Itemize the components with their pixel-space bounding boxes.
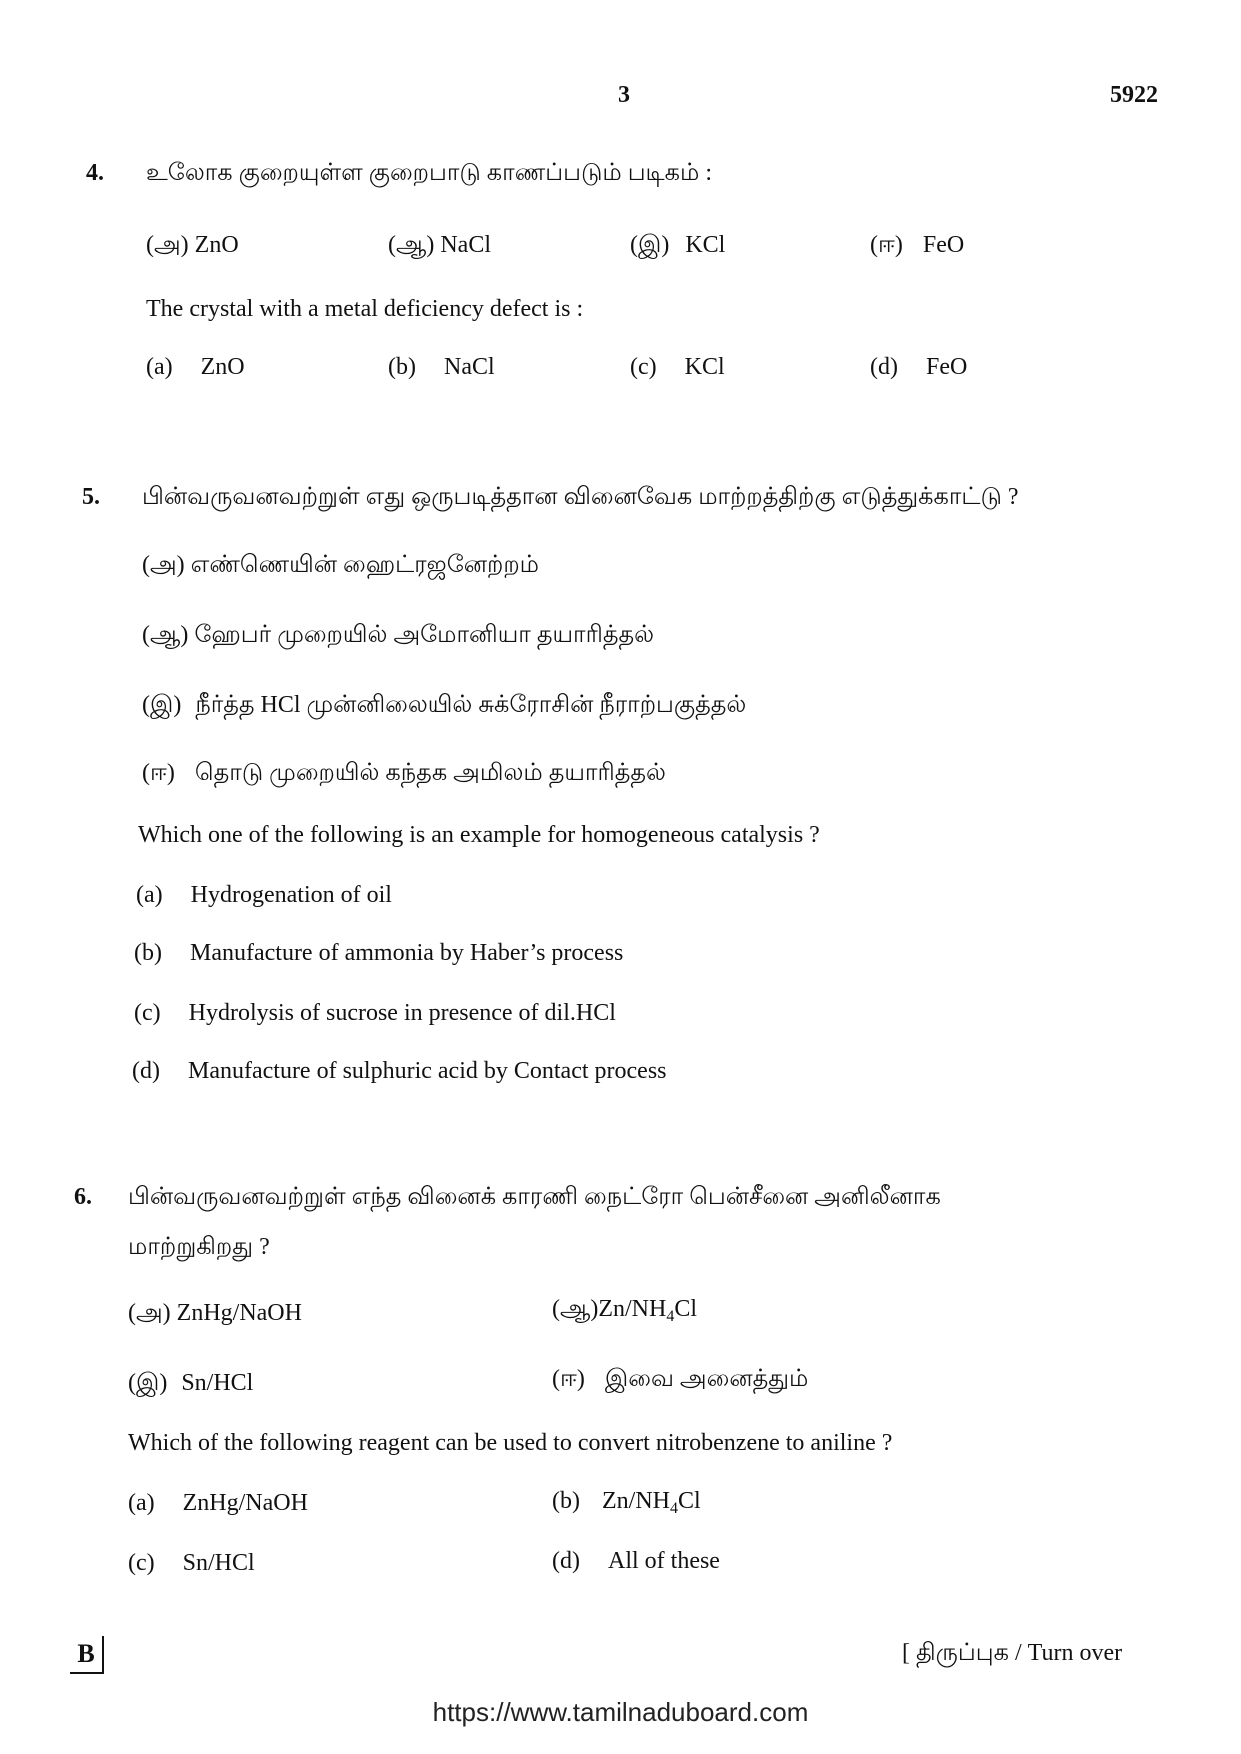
option-label: (c) [128,1550,155,1576]
option-text: ZnHg/NaOH [176,1300,302,1326]
question-4-tamil-option-d [870,232,964,261]
question-5-tamil-option-b [142,622,654,651]
option-text: ZnO [200,354,245,380]
option-label: (b) [552,1488,580,1514]
option-label: (a) [136,882,163,908]
option-label: (அ) [142,552,185,578]
source-url: https://www.tamilnaduboard.com [432,1697,809,1727]
option-text: இவை அனைத்தும் [604,1366,809,1392]
question-4-english-option-b [388,354,495,381]
option-label: (d) [552,1548,580,1574]
question-5-tamil-option-d [142,760,666,789]
question-5-tamil-option-a [142,552,539,581]
option-label: (c) [134,1000,161,1026]
option-label: (d) [132,1058,160,1084]
option-text-tail: Cl [674,1296,698,1322]
option-text: Zn/NH [601,1488,670,1514]
option-label: (c) [630,354,657,380]
option-text: KCl [685,232,726,258]
option-label: (b) [388,354,416,380]
option-text: Hydrogenation of oil [190,882,392,908]
option-text: Zn/NH [598,1296,667,1322]
question-6-english-option-c [128,1550,255,1577]
option-label: (இ) [142,692,182,718]
question-5-english-text: Which one of the following is an example for homogeneous catalysis ? [138,822,820,848]
question-6-english-option-b [552,1488,701,1518]
option-label: (இ) [128,1370,168,1396]
option-label: (ஆ) [552,1296,599,1322]
question-6-english-option-d [552,1548,720,1575]
question-4-tamil-option-a [146,232,239,261]
option-label: (b) [134,940,162,966]
option-label: (ஈ) [142,760,175,786]
page-number: 3 [618,82,630,108]
option-text: Manufacture of sulphuric acid by Contact process [187,1058,667,1084]
question-5-english-option-b [134,940,623,967]
option-text: KCl [684,354,725,380]
question-6-number: 6. [74,1184,92,1210]
turn-over-note: [ திருப்புக / Turn over [902,1640,1123,1666]
option-text: FeO [922,232,965,258]
option-label: (ஈ) [552,1366,585,1392]
question-6-tamil-option-a [128,1300,302,1329]
option-label: (அ) [128,1300,171,1326]
option-text-subscript: 4 [669,1500,678,1517]
paper-code: 5922 [1110,82,1158,108]
question-4-tamil-option-c [630,232,725,261]
question-6-tamil-text-line-1: பின்வருவனவற்றுள் எந்த வினைக் காரணி நைட்ரோ பென்சீனை அனிலீனாக [128,1184,941,1210]
question-4-english-text: The crystal with a metal deficiency defect is : [146,296,584,322]
booklet-code-badge: B [70,1636,104,1674]
question-5-number: 5. [82,484,100,510]
option-label: (a) [146,354,173,380]
option-text: ZnO [194,232,239,258]
option-text: ZnHg/NaOH [182,1490,308,1516]
option-label: (அ) [146,232,189,258]
question-4-tamil-option-b [388,232,491,261]
question-4-number: 4. [86,160,104,186]
option-text: தொடு முறையில் கந்தக அமிலம் தயாரித்தல் [194,760,666,786]
option-text-subscript: 4 [666,1308,675,1325]
question-5-english-option-a [136,882,392,909]
option-text: ஹேபர் முறையில் அமோனியா தயாரித்தல் [194,622,655,648]
question-6-tamil-option-c [128,1370,253,1399]
option-text-tail: Cl [677,1488,701,1514]
option-text: Hydrolysis of sucrose in presence of dil.HCl [188,1000,616,1026]
question-5-tamil-text: பின்வருவனவற்றுள் எது ஒருபடித்தான வினைவேக மாற்றத்திற்கு எடுத்துக்காட்டு ? [142,484,1019,510]
question-4-english-option-a [146,354,245,381]
question-5-tamil-option-c [142,692,746,721]
question-6-tamil-text-line-2: மாற்றுகிறது ? [128,1234,270,1260]
option-label: (d) [870,354,898,380]
question-6-tamil-option-b [552,1296,697,1326]
option-text: FeO [925,354,968,380]
option-text: எண்ணெயின் ஹைட்ரஜனேற்றம் [190,552,539,578]
question-4-tamil-text: உலோக குறையுள்ள குறைபாடு காணப்படும் படிகம் : [146,160,712,186]
option-label: (ஆ) [388,232,435,258]
option-label: (ஆ) [142,622,189,648]
option-text: NaCl [440,232,492,258]
option-label: (இ) [630,232,670,258]
option-text: நீர்த்த HCl முன்னிலையில் சுக்ரோசின் நீராற்பகுத்தல் [195,692,747,718]
option-label: (ஈ) [870,232,903,258]
question-5-english-option-c [134,1000,616,1027]
question-4-english-option-c [630,354,725,381]
question-6-english-option-a [128,1490,308,1517]
option-text: Sn/HCl [181,1370,254,1396]
option-text: NaCl [443,354,495,380]
option-label: (a) [128,1490,155,1516]
question-6-english-text: Which of the following reagent can be used to convert nitrobenzene to aniline ? [128,1430,893,1456]
question-6-tamil-option-d [552,1366,808,1395]
option-text: Sn/HCl [182,1550,255,1576]
question-4-english-option-d [870,354,967,381]
option-text: All of these [607,1548,720,1574]
option-text: Manufacture of ammonia by Haber’s process [189,940,624,966]
question-5-english-option-d [132,1058,667,1085]
